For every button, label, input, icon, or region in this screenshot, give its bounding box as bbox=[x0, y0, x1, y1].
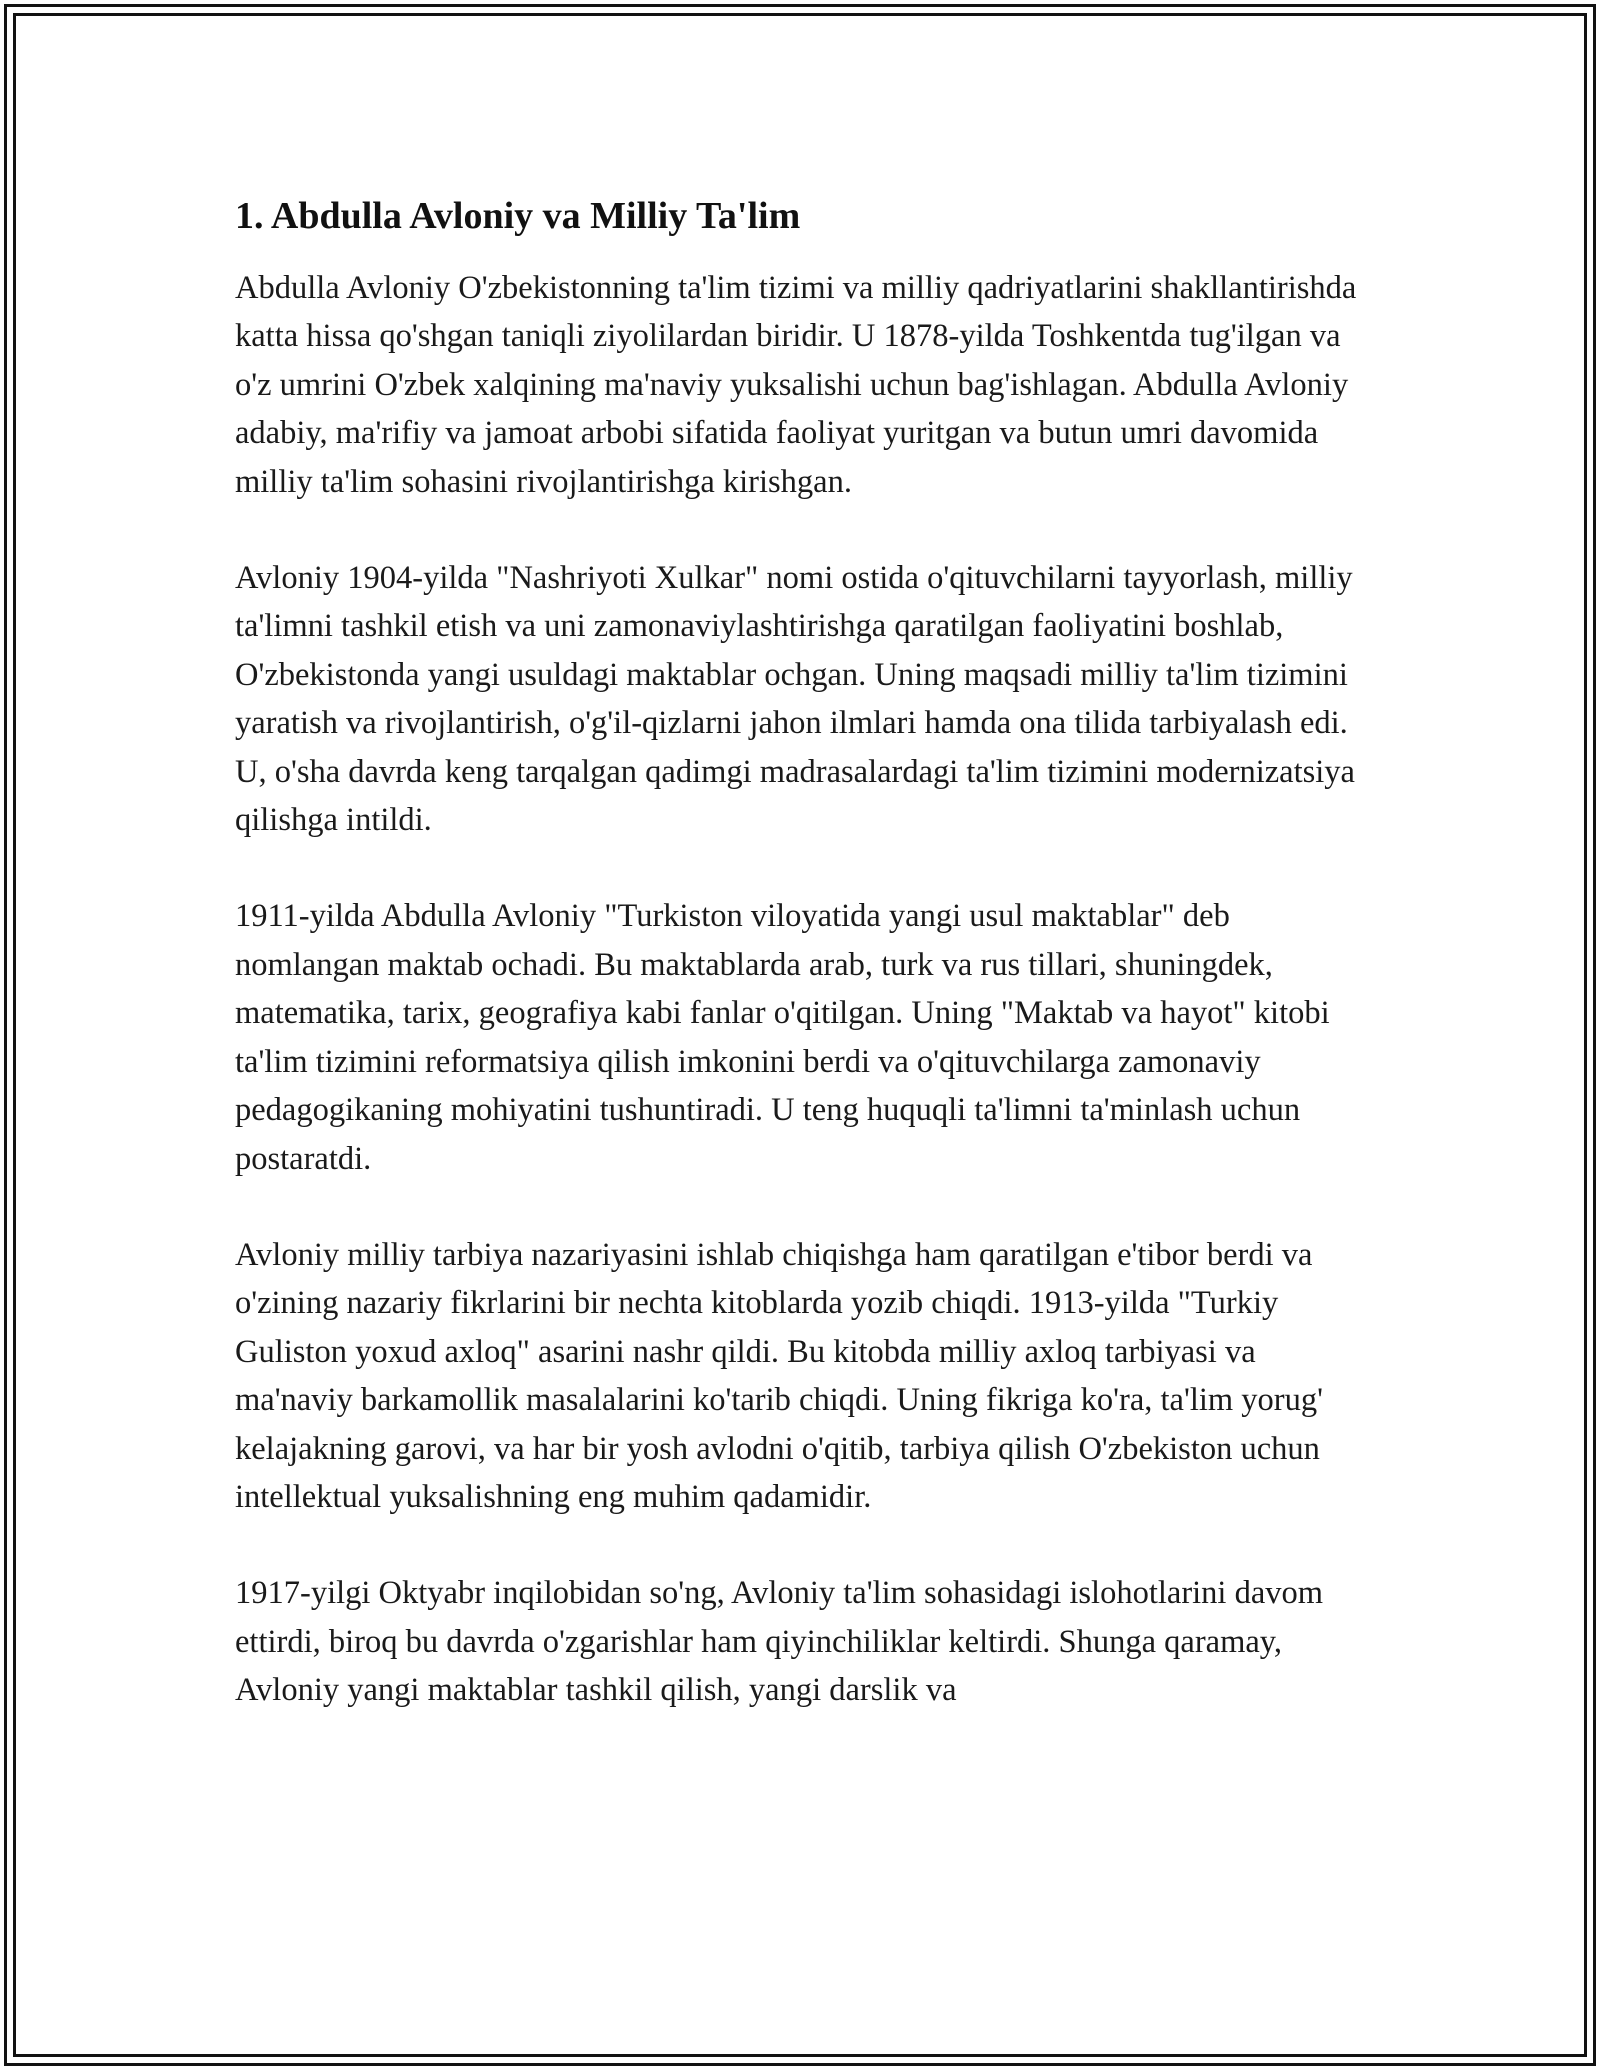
paragraph-4: Avloniy milliy tarbiya nazariyasini ishlab chiqishga ham qaratilgan e'tibor berdi va o'zining nazariy fikrlarini bir nechta kitoblarda yozib chiqdi. 1913-yilda "Turkiy Guliston yoxud axloq" asarini nashr qildi. Bu kitobda milliy axloq tarbiyasi va ma'naviy barkamollik masalalarini ko'tarib chiqdi. Uning fikriga ko'ra, ta'lim yorug' kelajakning garovi, va har bir yosh avlodni o'qitib, tarbiya qilish O'zbekiston uchun intellektual yuksalishning eng muhim qadamidir. bbox=[235, 1236, 1323, 1515]
paragraph-2: Avloniy 1904-yilda "Nashriyoti Xulkar" nomi ostida o'qituvchilarni tayyorlash, milliy ta'limni tashkil etish va uni zamonaviylashtirishga qaratilgan faoliyatini boshlab, O'zbekistonda yangi usuldagi maktablar ochgan. Uning maqsadi milliy ta'lim tizimini yaratish va rivojlantirish, o'g'il-qizlarni jahon ilmlari hamda ona tilida tarbiyalash edi. U, o'sha davrda keng tarqalgan qadimgi madrasalardagi ta'lim tizimini modernizatsiya qilishga intildi. bbox=[235, 560, 1355, 839]
paragraph-1: Abdulla Avloniy O'zbekistonning ta'lim tizimi va milliy qadriyatlarini shakllantirishda katta hissa qo'shgan taniqli ziyolilardan biridir. U 1878-yilda Toshkentda tug'ilgan va o'z umrini O'zbek xalqining ma'naviy yuksalishi uchun bag'ishlagan. Abdulla Avloniy adabiy, ma'rifiy va jamoat arbobi sifatida faoliyat yuritgan va butun umri davomida milliy ta'lim sohasini rivojlantirishga kirishgan. bbox=[235, 270, 1357, 500]
paragraph-3: 1911-yilda Abdulla Avloniy "Turkiston viloyatida yangi usul maktablar" deb nomlangan maktab ochadi. Bu maktablarda arab, turk va rus tillari, shuningdek, matematika, tarix, geografiya kabi fanlar o'qitilgan. Uning "Maktab va hayot" kitobi ta'lim tizimini reformatsiya qilish imkonini berdi va o'qituvchilarga zamonaviy pedagogikaning mohiyatini tushuntiradi. U teng huquqli ta'limni ta'minlash uchun postaratdi. bbox=[235, 898, 1330, 1177]
section-heading: 1. Abdulla Avloniy va Milliy Ta'lim bbox=[235, 195, 801, 237]
paragraph-5: 1917-yilgi Oktyabr inqilobidan so'ng, Avloniy ta'lim sohasidagi islohotlarini davom ettirdi, biroq bu davrda o'zgarishlar ham qiyinchiliklar keltirdi. Shunga qaramay, Avloniy yangi maktablar tashkil qilish, yangi darslik va bbox=[235, 1575, 1324, 1709]
document-body bbox=[235, 188, 1375, 1763]
